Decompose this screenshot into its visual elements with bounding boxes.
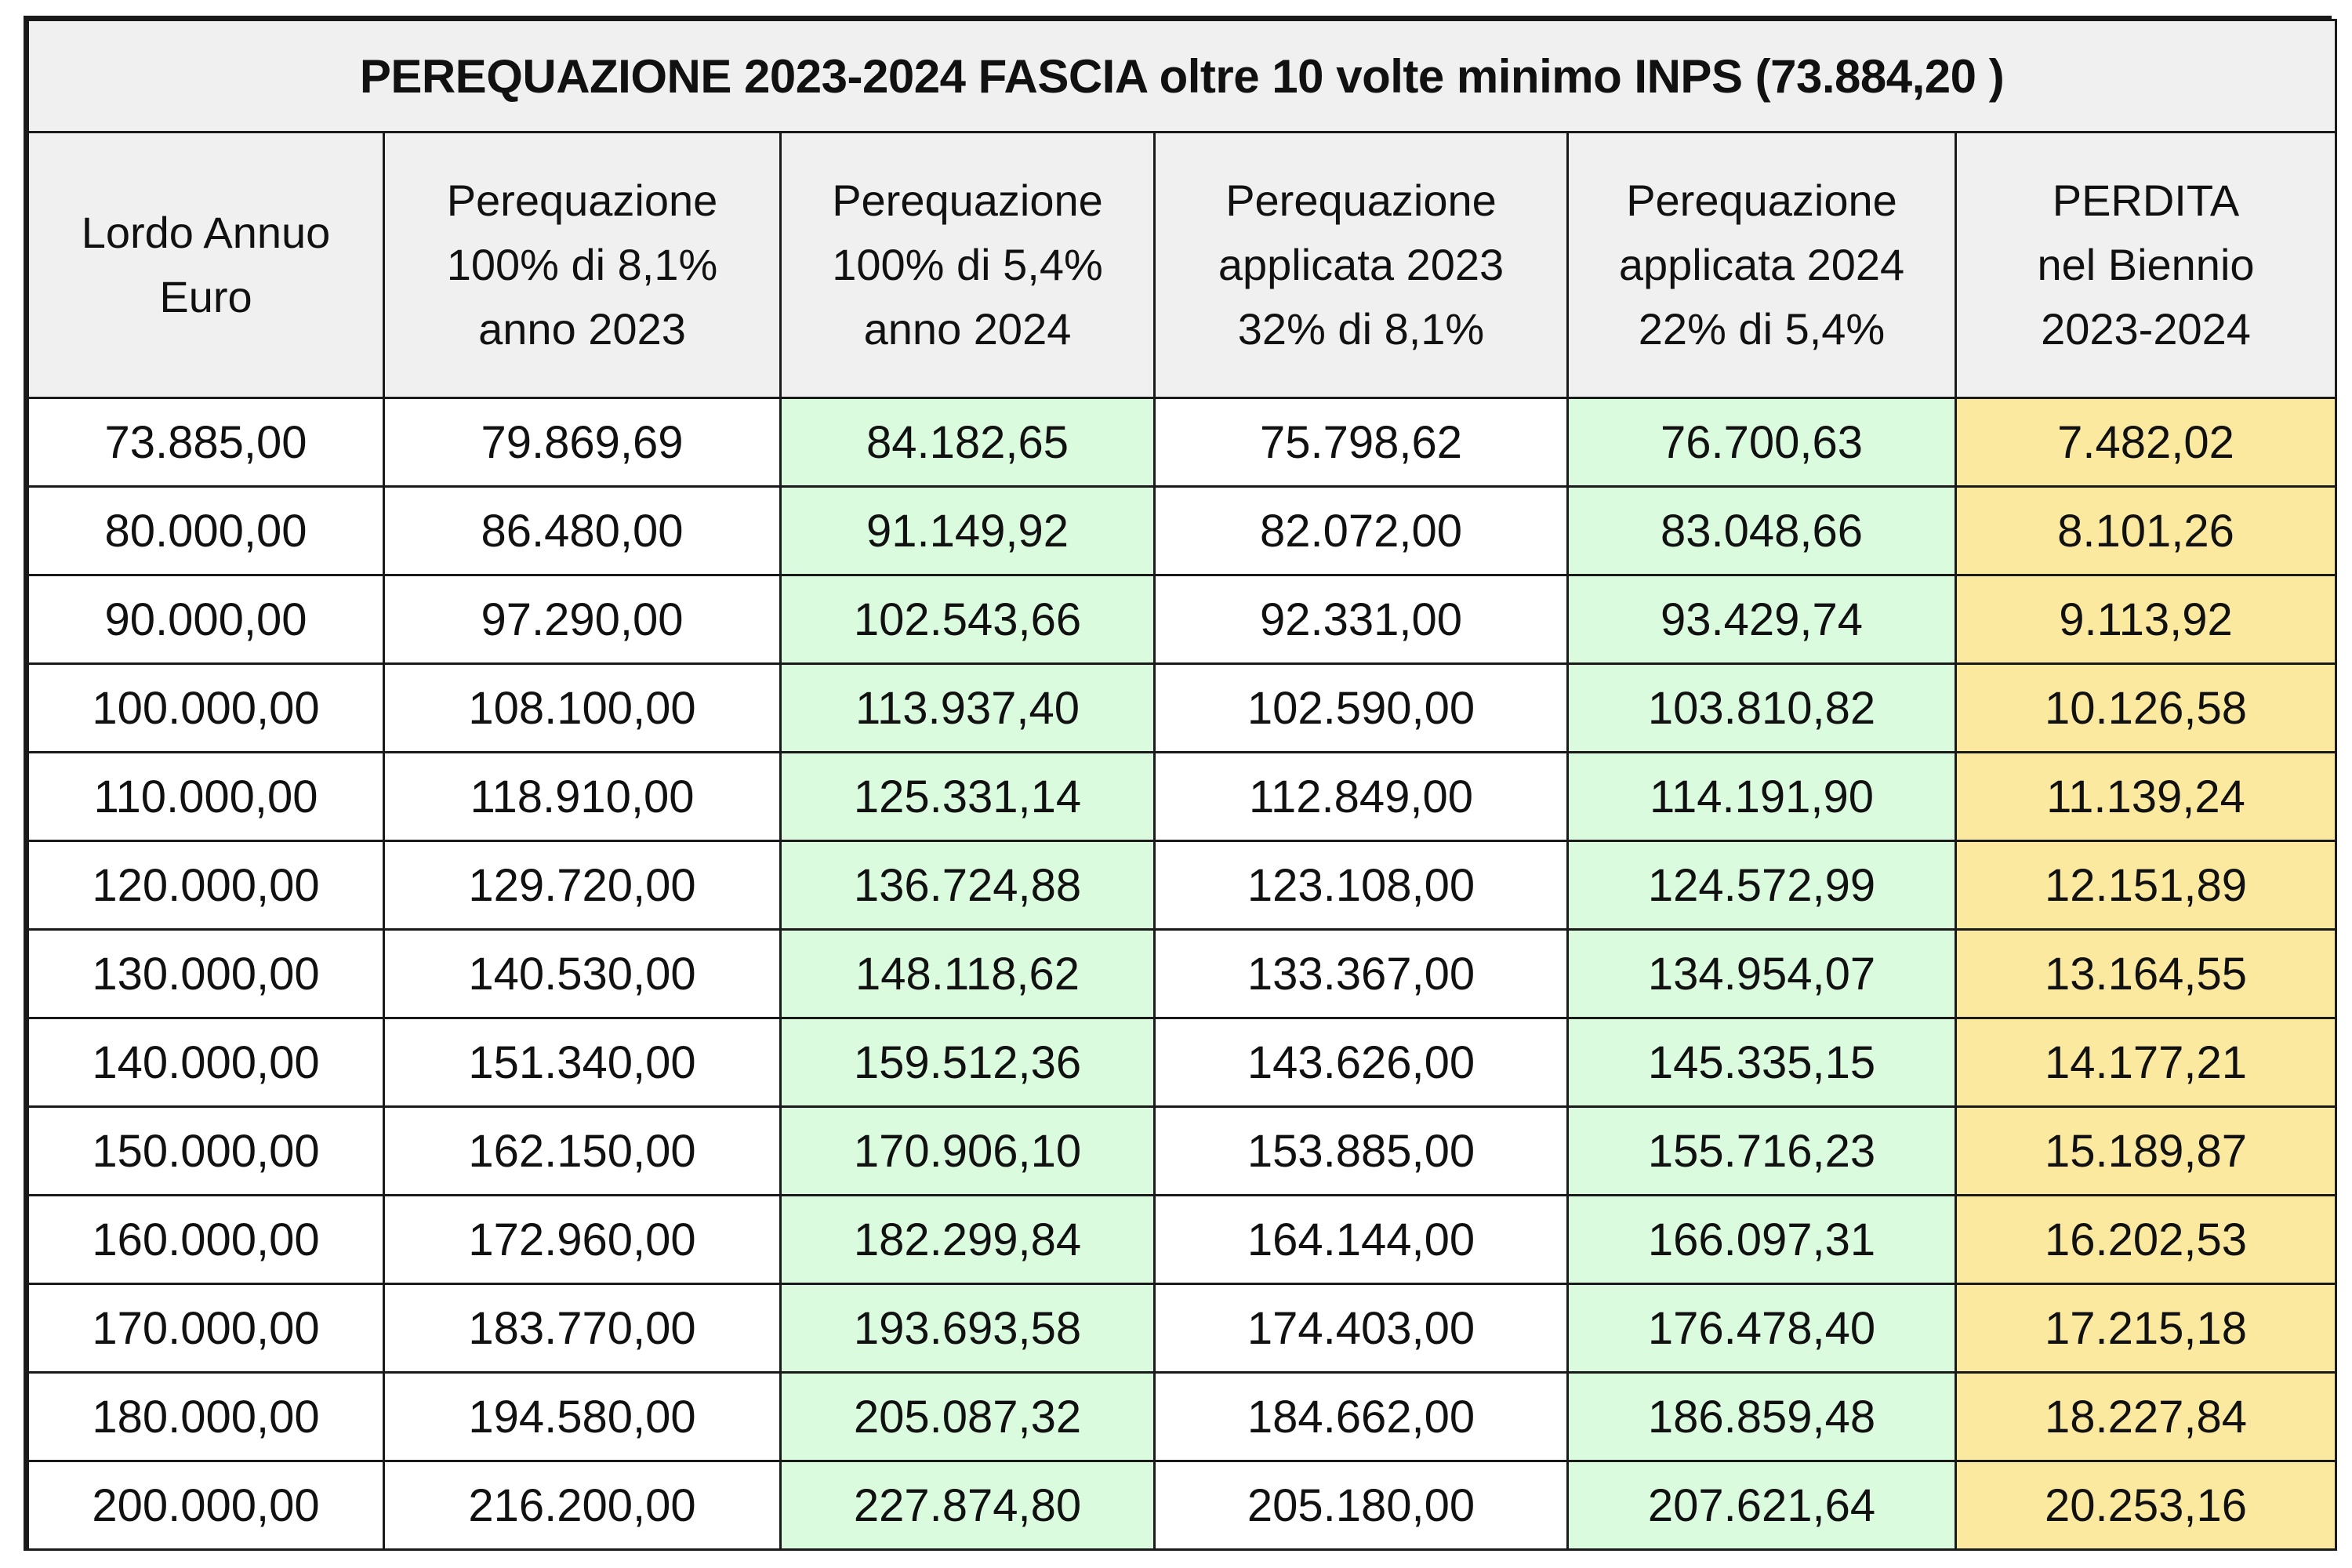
perequazione-2024-full-cell: 182.299,84: [781, 1196, 1155, 1284]
column-header-line: applicata 2024: [1618, 240, 1905, 289]
perdita-biennio-cell: 16.202,53: [1956, 1196, 2336, 1284]
lordo-annuo-cell: 110.000,00: [28, 753, 384, 841]
perdita-biennio-cell: 8.101,26: [1956, 487, 2336, 575]
lordo-annuo-cell: 73.885,00: [28, 398, 384, 487]
perequazione-2023-full-cell: 86.480,00: [384, 487, 781, 575]
column-header-line: Perequazione: [832, 176, 1103, 225]
lordo-annuo-cell: 90.000,00: [28, 575, 384, 664]
perequazione-applicata-2024-header: [1568, 132, 1956, 398]
table-row: [28, 1107, 2336, 1196]
table-row: [28, 398, 2336, 487]
lordo-annuo-cell: 140.000,00: [28, 1018, 384, 1107]
perequazione-2023-full-cell: 79.869,69: [384, 398, 781, 487]
perequazione-applicata-2024-cell: 145.335,15: [1568, 1018, 1956, 1107]
perequazione-2023-full-cell: 194.580,00: [384, 1373, 781, 1461]
column-header-row: [28, 132, 2336, 398]
lordo-annuo-cell: 200.000,00: [28, 1461, 384, 1550]
perequazione-2024-full-cell: 159.512,36: [781, 1018, 1155, 1107]
column-header-line: Perequazione: [446, 176, 718, 225]
perdita-biennio-header: [1956, 132, 2336, 398]
perequazione-applicata-2024-cell: 93.429,74: [1568, 575, 1956, 664]
perequazione-applicata-2023-cell: 123.108,00: [1155, 841, 1568, 930]
column-header-line: anno 2024: [863, 304, 1072, 354]
column-header-line: 32% di 8,1%: [1237, 304, 1485, 354]
column-header-line: nel Biennio: [2037, 240, 2255, 289]
column-header-line: Perequazione: [1225, 176, 1497, 225]
perdita-biennio-cell: 18.227,84: [1956, 1373, 2336, 1461]
perdita-biennio-cell: 13.164,55: [1956, 930, 2336, 1018]
perequazione-applicata-2024-cell: 124.572,99: [1568, 841, 1956, 930]
perequazione-applicata-2023-cell: 174.403,00: [1155, 1284, 1568, 1373]
perequazione-applicata-2024-cell: 155.716,23: [1568, 1107, 1956, 1196]
perequazione-applicata-2023-cell: 184.662,00: [1155, 1373, 1568, 1461]
lordo-annuo-cell: 180.000,00: [28, 1373, 384, 1461]
perequazione-applicata-2023-cell: 75.798,62: [1155, 398, 1568, 487]
perequazione-applicata-2024-cell: 166.097,31: [1568, 1196, 1956, 1284]
table-body: [28, 398, 2336, 1550]
column-header-line: 22% di 5,4%: [1638, 304, 1886, 354]
perequazione-applicata-2023-cell: 133.367,00: [1155, 930, 1568, 1018]
perequazione-applicata-2023-cell: 92.331,00: [1155, 575, 1568, 664]
perdita-biennio-cell: 11.139,24: [1956, 753, 2336, 841]
perequazione-applicata-2023-cell: 102.590,00: [1155, 664, 1568, 753]
lordo-annuo-cell: 120.000,00: [28, 841, 384, 930]
perequazione-2024-full-cell: 91.149,92: [781, 487, 1155, 575]
perdita-biennio-cell: 14.177,21: [1956, 1018, 2336, 1107]
perequazione-2023-full-cell: 97.290,00: [384, 575, 781, 664]
perequazione-applicata-2024-cell: 114.191,90: [1568, 753, 1956, 841]
perequazione-2023-full-cell: 118.910,00: [384, 753, 781, 841]
perequazione-2023-full-header: [384, 132, 781, 398]
lordo-annuo-cell: 100.000,00: [28, 664, 384, 753]
perdita-biennio-cell: 20.253,16: [1956, 1461, 2336, 1550]
column-header-line: PERDITA: [2052, 176, 2240, 225]
perequazione-applicata-2023-cell: 112.849,00: [1155, 753, 1568, 841]
perdita-biennio-cell: 10.126,58: [1956, 664, 2336, 753]
perequazione-2023-full-cell: 151.340,00: [384, 1018, 781, 1107]
perequazione-2024-full-cell: 170.906,10: [781, 1107, 1155, 1196]
perequazione-2023-full-cell: 129.720,00: [384, 841, 781, 930]
lordo-annuo-cell: 170.000,00: [28, 1284, 384, 1373]
perequazione-applicata-2024-cell: 83.048,66: [1568, 487, 1956, 575]
table-row: [28, 1196, 2336, 1284]
perequazione-2024-full-cell: 84.182,65: [781, 398, 1155, 487]
perequazione-2024-full-cell: 113.937,40: [781, 664, 1155, 753]
table-row: [28, 575, 2336, 664]
perequazione-applicata-2023-cell: 205.180,00: [1155, 1461, 1568, 1550]
perdita-biennio-cell: 7.482,02: [1956, 398, 2336, 487]
perdita-biennio-cell: 15.189,87: [1956, 1107, 2336, 1196]
column-header-line: 100% di 8,1%: [446, 240, 718, 289]
table-row: [28, 930, 2336, 1018]
perequazione-2023-full-cell: 108.100,00: [384, 664, 781, 753]
column-header-line: Euro: [159, 272, 252, 321]
perequazione-2023-full-cell: 216.200,00: [384, 1461, 781, 1550]
table-row: [28, 664, 2336, 753]
perequazione-2023-full-cell: 140.530,00: [384, 930, 781, 1018]
table-title: PEREQUAZIONE 2023-2024 FASCIA oltre 10 volte minimo INPS (73.884,20 ): [28, 20, 2336, 132]
perequazione-applicata-2023-cell: 153.885,00: [1155, 1107, 1568, 1196]
perequazione-applicata-2023-cell: 82.072,00: [1155, 487, 1568, 575]
table-row: [28, 1461, 2336, 1550]
lordo-annuo-cell: 80.000,00: [28, 487, 384, 575]
table-row: [28, 1373, 2336, 1461]
perequazione-2024-full-header: [781, 132, 1155, 398]
column-header-line: 100% di 5,4%: [832, 240, 1103, 289]
perequazione-applicata-2024-cell: 207.621,64: [1568, 1461, 1956, 1550]
perequazione-applicata-2024-cell: 134.954,07: [1568, 930, 1956, 1018]
perequazione-2023-full-cell: 162.150,00: [384, 1107, 781, 1196]
perdita-biennio-cell: 12.151,89: [1956, 841, 2336, 930]
lordo-annuo-cell: 160.000,00: [28, 1196, 384, 1284]
perequazione-table: [27, 19, 2337, 1551]
perequazione-applicata-2023-cell: 143.626,00: [1155, 1018, 1568, 1107]
table-row: [28, 1018, 2336, 1107]
perequazione-applicata-2023-header: [1155, 132, 1568, 398]
perequazione-2024-full-cell: 193.693,58: [781, 1284, 1155, 1373]
perequazione-2024-full-cell: 148.118,62: [781, 930, 1155, 1018]
table-row: [28, 1284, 2336, 1373]
perequazione-2024-full-cell: 227.874,80: [781, 1461, 1155, 1550]
table-row: [28, 487, 2336, 575]
column-header-line: Lordo Annuo: [81, 208, 331, 257]
perdita-biennio-cell: 17.215,18: [1956, 1284, 2336, 1373]
perequazione-applicata-2024-cell: 176.478,40: [1568, 1284, 1956, 1373]
perequazione-table-sheet: [24, 16, 2332, 1551]
perdita-biennio-cell: 9.113,92: [1956, 575, 2336, 664]
title-row: [28, 20, 2336, 132]
lordo-annuo-cell: 130.000,00: [28, 930, 384, 1018]
perequazione-applicata-2024-cell: 186.859,48: [1568, 1373, 1956, 1461]
perequazione-2024-full-cell: 102.543,66: [781, 575, 1155, 664]
perequazione-2023-full-cell: 183.770,00: [384, 1284, 781, 1373]
lordo-annuo-header: [28, 132, 384, 398]
perequazione-applicata-2023-cell: 164.144,00: [1155, 1196, 1568, 1284]
perequazione-2023-full-cell: 172.960,00: [384, 1196, 781, 1284]
table-row: [28, 841, 2336, 930]
perequazione-2024-full-cell: 136.724,88: [781, 841, 1155, 930]
perequazione-2024-full-cell: 205.087,32: [781, 1373, 1155, 1461]
column-header-line: anno 2023: [478, 304, 686, 354]
table-row: [28, 753, 2336, 841]
column-header-line: Perequazione: [1626, 176, 1897, 225]
perequazione-applicata-2024-cell: 103.810,82: [1568, 664, 1956, 753]
column-header-line: 2023-2024: [2041, 304, 2251, 354]
lordo-annuo-cell: 150.000,00: [28, 1107, 384, 1196]
column-header-line: applicata 2023: [1218, 240, 1504, 289]
perequazione-2024-full-cell: 125.331,14: [781, 753, 1155, 841]
perequazione-applicata-2024-cell: 76.700,63: [1568, 398, 1956, 487]
